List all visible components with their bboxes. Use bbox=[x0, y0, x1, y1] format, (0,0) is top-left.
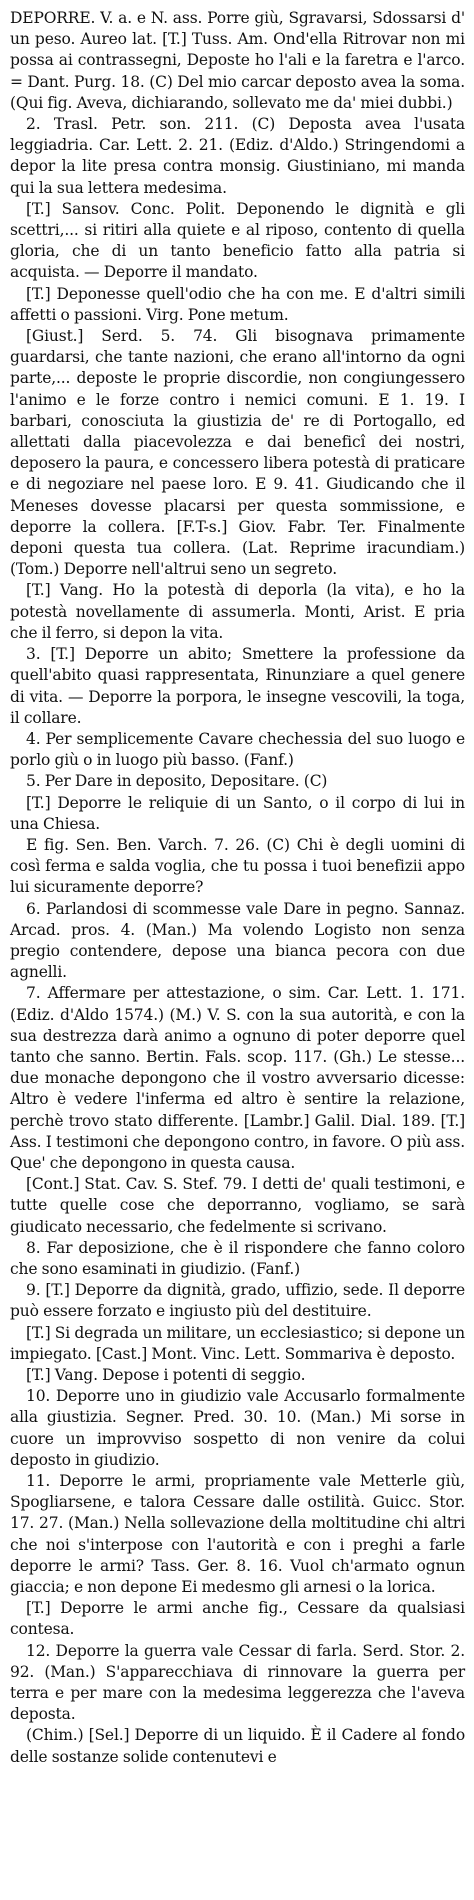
sense-3-abito: 3. [T.] Deporre un abito; Smettere la professione da quell'abito quasi rappresentata, Rinunziare a quel genere di vita. — Deporre la porpora, le insegne vescovili, la toga, il collare. bbox=[10, 645, 465, 727]
sense-chimica: (Chim.) [Sel.] Deporre di un liquido. È il Cadere al fondo delle sostanze solide contenutevi e bbox=[10, 1726, 465, 1766]
sense-12-guerra: 12. Deporre la guerra vale Cessar di farla. Serd. Stor. 2. 92. (Man.) S'apparecchiava di rinnovare la guerra per terra e per mare con la medesima leggerezza che l'aveva deposta. bbox=[10, 1641, 465, 1724]
sense-7-example-statuti: [Cont.] Stat. Cav. S. Stef. 79. I detti de' quali testimoni, e tutte quelle cose che deporranno, vogliamo, se sarà giudicato necessario, che fedelmente si scrivano. bbox=[10, 1175, 465, 1236]
sense-4-cavare: 4. Per semplicemente Cavare chechessia del suo luogo e porlo giù o in luogo più basso. (Fanf.) bbox=[10, 729, 465, 770]
sense-2-example-odio: [T.] Deponesse quell'odio che ha con me. E d'altri simili affetti o passioni. Virg. Pone metum. bbox=[10, 284, 465, 324]
sense-9-vangelo: [T.] Vang. Depose i potenti di seggio. bbox=[26, 1366, 306, 1384]
sense-8-deposizione: 8. Far deposizione, che è il rispondere che fanno coloro che sono esaminati in giudizio. (Fanf.) bbox=[10, 1238, 465, 1278]
sense-9-dignita: 9. [T.] Deporre da dignità, grado, uffizio, sede. Il deporre può essere forzato e ingiusto più del destituire. bbox=[10, 1281, 465, 1321]
sense-2-figurative: 2. Trasl. Petr. son. 211. (C) Deposta avea l'usata leggiadria. Car. Lett. 2. 21. (Ediz. d'Aldo.) Stringendomi a depor la lite presa contra monsig. Giustiniano, mi manda qui la sua lettera medesima. bbox=[10, 115, 465, 197]
sense-2-example-serdonati: [Giust.] Serd. 5. 74. Gli bisognava primamente guardarsi, che tante nazioni, che erano all'intorno da ogni parte,... deposte le proprie discordie, non congiungessero l'animo e le forze contro i nemici comuni. E 1. 19. I barbari, conosciuta la giustizia de' re di Portogallo, ed allettati dalla piacevolezza e dai beneficî dei nostri, deposero la paura, e concessero libera potestà di praticare e di negoziare nel paese loro. E 9. 41. Giudicando che il Meneses dovesse placarsi per questa sommissione, e deporre la collera. [F.T-s.] Giov. Fabr. Ter. Finalmente deponi questa tua collera. (Lat. Reprime iracundiam.) (Tom.) Deporre nell'altrui seno un segreto. bbox=[10, 327, 465, 579]
sense-5-deposito: 5. Per Dare in deposito, Depositare. (C) bbox=[26, 772, 328, 791]
sense-7-attestazione: 7. Affermare per attestazione, o sim. Car. Lett. 1. 171. (Ediz. d'Aldo 1574.) (M.) V. S. con la sua autorità, e con la sua destrezza darà animo a ognuno di poter deporre quel tanto che sanno. Bertin. Fals. scop. 117. (Gh.) Le stesse... due monache depongono che il vostro avversario dicesse: Altro è vedere l'inferma ed altro è sentire la relazione, perchè trovo stato differente. [Lambr.] Galil. Dial. 189. [T.] Ass. I testimoni che depongono contro, in favore. O più ass. Que' che depongono in questa causa. bbox=[10, 984, 465, 1172]
entry-definition: DEPORRE. V. a. e N. ass. Porre giù, Sgravarsi, Sdossarsi d' un peso. Aureo lat. [T.] Tuss. Am. Ond'ella Ritrovar non mi possa ai contrassegni, Deposte ho l'ali e la faretra e l'arco. = Dant. Purg. 18. (C) Del mio carcar deposto avea la soma. (Qui fig. Aveva, dichiarando, sollevato me da' miei dubbi.) bbox=[10, 9, 465, 112]
sense-6-scommesse: 6. Parlandosi di scommesse vale Dare in pegno. Sannaz. Arcad. pros. 4. (Man.) Ma volendo Logisto non senza pregio contendere, depose una bianca pecora con due agnelli. bbox=[10, 899, 465, 982]
dictionary-entry-deporre bbox=[10, 8, 465, 1768]
sense-11-figurative: [T.] Deporre le armi anche fig., Cessare da qualsiasi contesa. bbox=[10, 1599, 465, 1639]
sense-10-giudizio: 10. Deporre uno in giudizio vale Accusarlo formalmente alla giustizia. Segner. Pred. 30. 10. (Man.) Mi sorse in cuore un improvviso sospetto di non venire da colui deposto in giudizio. bbox=[10, 1387, 465, 1469]
sense-5-figurative: E fig. Sen. Ben. Varch. 7. 26. (C) Chi è degli uomini di così ferma e salda voglia, che tu possa i tuoi benefizii appo lui sicuramente deporre? bbox=[10, 835, 465, 897]
sense-9-degrada: [T.] Si degrada un militare, un ecclesiastico; si depone un impiegato. [Cast.] Mont. Vinc. Lett. Sommariva è deposto. bbox=[10, 1323, 465, 1363]
sense-2-example-vangelo: [T.] Vang. Ho la potestà di deporla (la vita), e ho la potestà novellamente di assumerla. Monti, Arist. E pria che il ferro, si depon la vita. bbox=[10, 581, 465, 642]
sense-5-reliquie: [T.] Deporre le reliquie di un Santo, o il corpo di lui in una Chiesa. bbox=[10, 793, 465, 833]
sense-11-armi: 11. Deporre le armi, propriamente vale Metterle giù, Spogliarsene, e talora Cessare dalle ostilità. Guicc. Stor. 17. 27. (Man.) Nella sollevazione della moltitudine chi altri che noi s'interpose con l'autorità e con i preghi a farle deporre le armi? Tass. Ger. 8. 16. Vuol ch'armato ognun giaccia; e non depone Ei medesmo gli arnesi o la lorica. bbox=[10, 1472, 465, 1597]
sense-2-example-sansovino: [T.] Sansov. Conc. Polit. Deponendo le dignità e gli scettri,... si ritiri alla quiete e al riposo, contento di quella gloria, che di un tanto beneficio fatto alla patria si acquista. — Deporre il mandato. bbox=[10, 199, 465, 282]
